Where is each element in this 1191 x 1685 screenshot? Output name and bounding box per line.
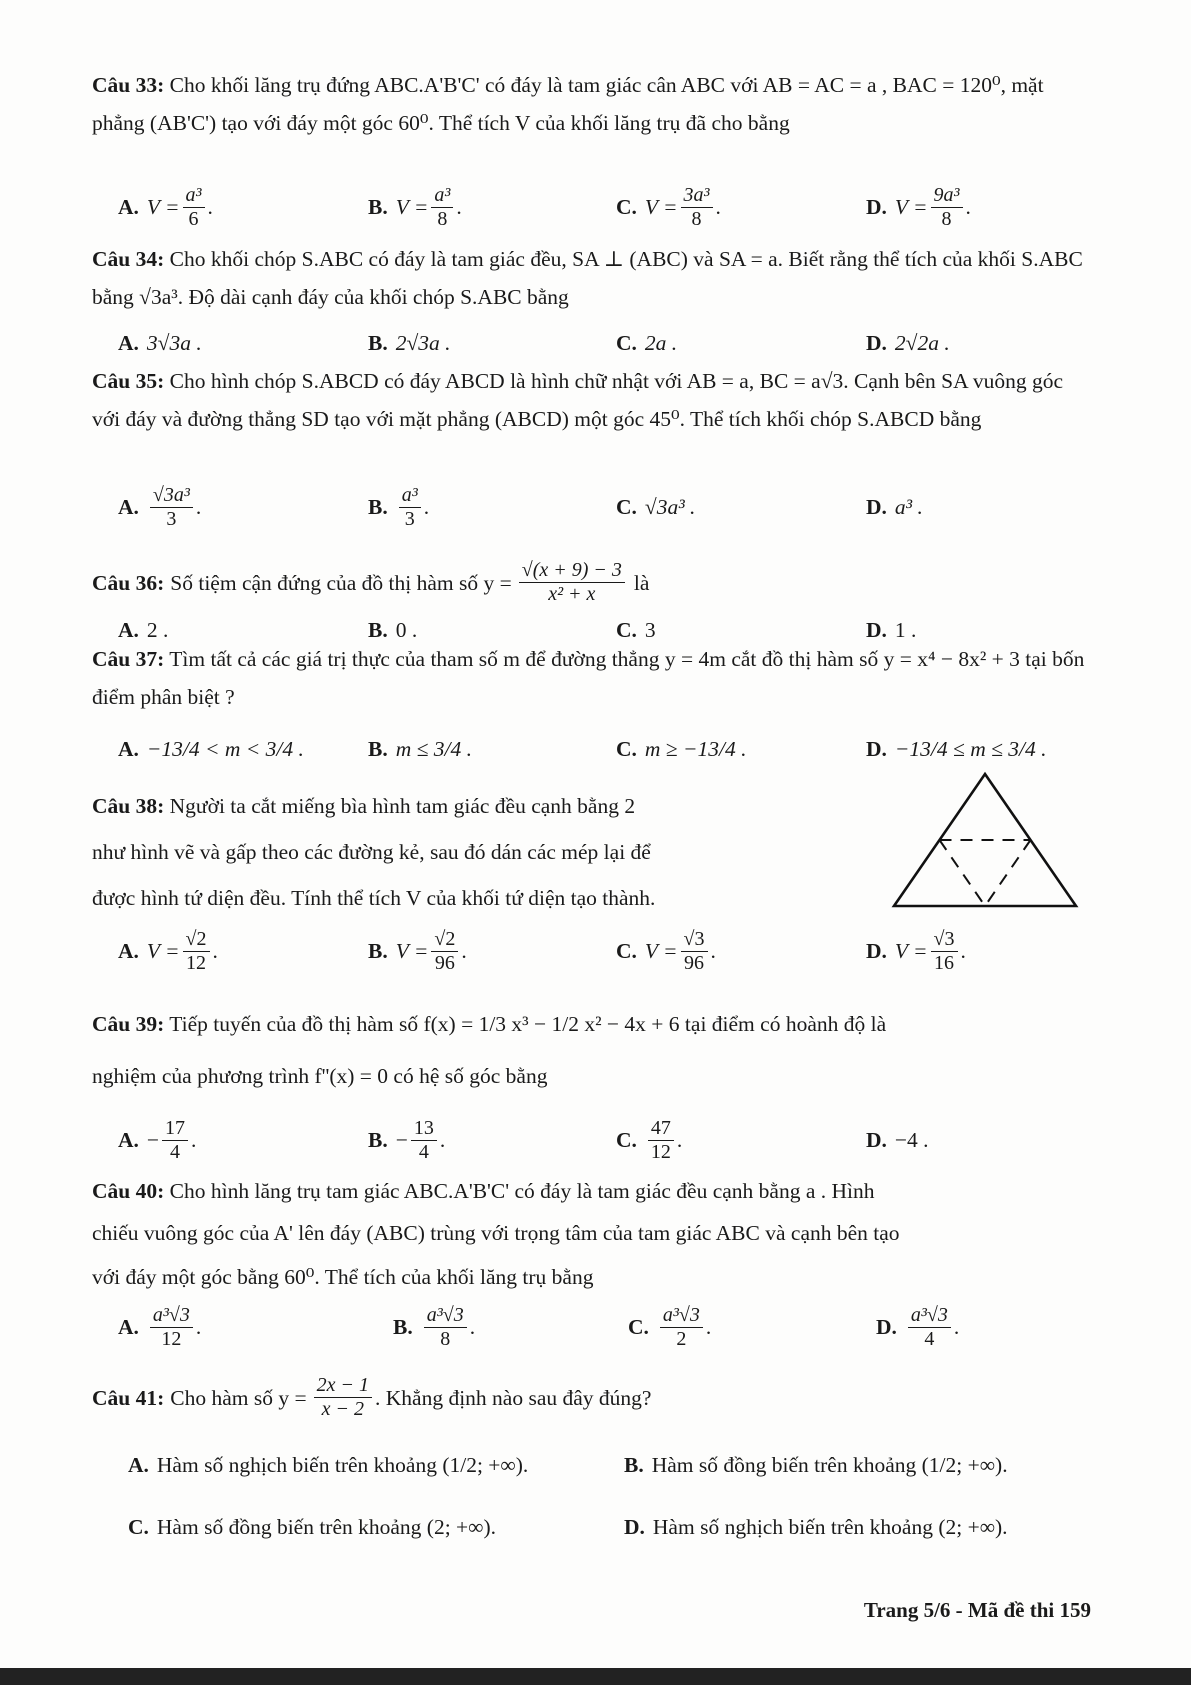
question-37-options bbox=[118, 724, 1098, 774]
option-b[interactable]: B. $\frac{\text{a³}}{3}$ . bbox=[368, 483, 430, 530]
question-label: Câu 33: bbox=[92, 73, 165, 97]
option-d[interactable]: D. −13/4 ≤ m ≤ 3/4 . bbox=[866, 736, 1047, 761]
question-39-options bbox=[118, 1115, 1098, 1165]
option-d[interactable]: D. V = $\frac{√3}{16}$ . bbox=[866, 927, 966, 974]
option-b[interactable]: B. $\frac{\text{a³√3}}{8}$ . bbox=[393, 1303, 476, 1350]
option-d[interactable]: D. 2√2a . bbox=[866, 330, 950, 355]
option-c[interactable]: C. 2a . bbox=[616, 330, 678, 355]
question-34: Câu 34: Cho khối chóp S.ABC có đáy là tam giác đều, SA ⊥ (ABC) và SA = a. Biết rằng thể tích của khối S.ABC bằng √3a³. Độ dài cạnh đáy của khối chóp S.ABC bằng bbox=[92, 247, 1083, 309]
question-35: Câu 35: Cho hình chóp S.ABCD có đáy ABCD là hình chữ nhật với AB = a, BC = a√3. Cạnh bên SA vuông góc với đáy và đường thẳng SD tạo với mặt phẳng (ABCD) một góc 45⁰. Thể tích khối chóp S.ABCD bằng bbox=[92, 369, 1064, 431]
question-33 bbox=[92, 66, 1092, 142]
option-b[interactable]: B. 0 . bbox=[368, 617, 418, 642]
option-b[interactable]: B. 2√3a . bbox=[368, 330, 451, 355]
option-d[interactable]: D. −4 . bbox=[866, 1127, 929, 1152]
option-d[interactable]: D. V = $\frac{\text{9a³}}{8}$ . bbox=[866, 183, 971, 230]
option-d[interactable]: D. a³ . bbox=[866, 494, 923, 519]
question-40-options bbox=[118, 1302, 1098, 1352]
page-footer: Trang 5/6 - Mã đề thi 159 bbox=[863, 1598, 1091, 1622]
option-d[interactable]: D. Hàm số nghịch biến trên khoảng (2; +∞). bbox=[624, 1514, 1008, 1539]
fold-line-right bbox=[985, 840, 1031, 906]
option-c[interactable]: C. V = $\frac{√3}{96}$ . bbox=[616, 927, 716, 974]
option-c[interactable]: C. $\frac{47}{12}$ . bbox=[616, 1116, 683, 1163]
question-33-options bbox=[118, 182, 1098, 232]
option-b[interactable]: B. V = $\frac{\text{a³}}{8}$ . bbox=[368, 183, 462, 230]
question-35-options bbox=[118, 482, 1098, 532]
question-40: Câu 40: Cho hình lăng trụ tam giác ABC.A'B'C' có đáy là tam giác đều cạnh bằng a . Hình chiếu vuông góc của A' lên đáy (ABC) trùng với trọng tâm của tam giác ABC và cạnh bên tạo với đáy một góc bằng 60⁰. Thể tích của khối lăng trụ bằng bbox=[92, 1179, 900, 1289]
question-37: Câu 37: Tìm tất cả các giá trị thực của tham số m để đường thẳng y = 4m cắt đồ thị hàm số y = x⁴ − 8x² + 3 tại bốn điểm phân biệt ? bbox=[92, 647, 1085, 709]
option-b[interactable]: B. Hàm số đồng biến trên khoảng (1/2; +∞). bbox=[624, 1452, 1008, 1477]
question-36: Câu 36: Số tiệm cận đứng của đồ thị hàm số y = $\frac{√(x + 9) - 3}{\text{x² + x}}$ là bbox=[92, 559, 650, 605]
question-text: Cho khối lăng trụ đứng ABC.A'B'C' có đáy là tam giác cân ABC với AB = AC = a , BAC = 120⁰, mặt phẳng (AB'C') tạo với đáy một góc 60⁰. Thể tích V của khối lăng trụ đã cho bằng bbox=[92, 73, 1044, 135]
option-a[interactable]: A. 2 . bbox=[118, 617, 169, 642]
option-b[interactable]: B. m ≤ 3/4 . bbox=[368, 736, 473, 761]
question-34-options bbox=[118, 318, 1098, 368]
option-c[interactable]: C. m ≥ −13/4 . bbox=[616, 736, 747, 761]
option-d[interactable]: D. 1 . bbox=[866, 617, 917, 642]
option-a[interactable]: A. − $\frac{17}{4}$ . bbox=[118, 1116, 197, 1163]
option-c[interactable]: C. √3a³ . bbox=[616, 494, 696, 519]
question-38: Câu 38: Người ta cắt miếng bìa hình tam giác đều cạnh bằng 2 như hình vẽ và gấp theo các đường kẻ, sau đó dán các mép lại để được hình tứ diện đều. Tính thể tích V của khối tứ diện tạo thành. bbox=[92, 794, 656, 910]
scan-bottom-edge bbox=[0, 1668, 1191, 1685]
question-38-options bbox=[118, 926, 1098, 976]
option-d[interactable]: D. $\frac{\text{a³√3}}{4}$ . bbox=[876, 1303, 960, 1350]
option-b[interactable]: B. V = $\frac{√2}{96}$ . bbox=[368, 927, 467, 974]
option-a[interactable]: A. $\frac{\text{a³√3}}{12}$ . bbox=[118, 1303, 202, 1350]
question-39: Câu 39: Tiếp tuyến của đồ thị hàm số f(x) = 1/3 x³ − 1/2 x² − 4x + 6 tại điểm có hoành độ là nghiệm của phương trình f''(x) = 0 có hệ số góc bằng bbox=[92, 1012, 887, 1088]
option-a[interactable]: A. $\frac{\text{√3a³}}{3}$ . bbox=[118, 483, 202, 530]
option-c[interactable]: C. $\frac{\text{a³√3}}{2}$ . bbox=[628, 1303, 712, 1350]
option-c[interactable]: C. 3 bbox=[616, 617, 656, 642]
option-a[interactable]: A. V = $\frac{\text{a³}}{6}$ . bbox=[118, 183, 213, 230]
option-b[interactable]: B. − $\frac{13}{4}$ . bbox=[368, 1116, 446, 1163]
question-41-options-row-2 bbox=[128, 1502, 1108, 1552]
fold-line-left bbox=[940, 840, 986, 906]
option-c[interactable]: C. Hàm số đồng biến trên khoảng (2; +∞). bbox=[128, 1514, 497, 1539]
question-41: Câu 41: Cho hàm số y = $\frac{2x - 1}{x - 2}$ . Khẳng định nào sau đây đúng? bbox=[92, 1374, 652, 1420]
question-41-options-row-1 bbox=[128, 1440, 1108, 1490]
option-a[interactable]: A. V = $\frac{√2}{12}$ . bbox=[118, 927, 218, 974]
triangle-figure bbox=[890, 770, 1080, 910]
option-c[interactable]: C. V = $\frac{\text{3a³}}{8}$ . bbox=[616, 183, 721, 230]
option-a[interactable]: A. −13/4 < m < 3/4 . bbox=[118, 736, 304, 761]
option-a[interactable]: A. Hàm số nghịch biến trên khoảng (1/2; +∞). bbox=[128, 1452, 529, 1477]
option-a[interactable]: A. 3√3a . bbox=[118, 330, 202, 355]
